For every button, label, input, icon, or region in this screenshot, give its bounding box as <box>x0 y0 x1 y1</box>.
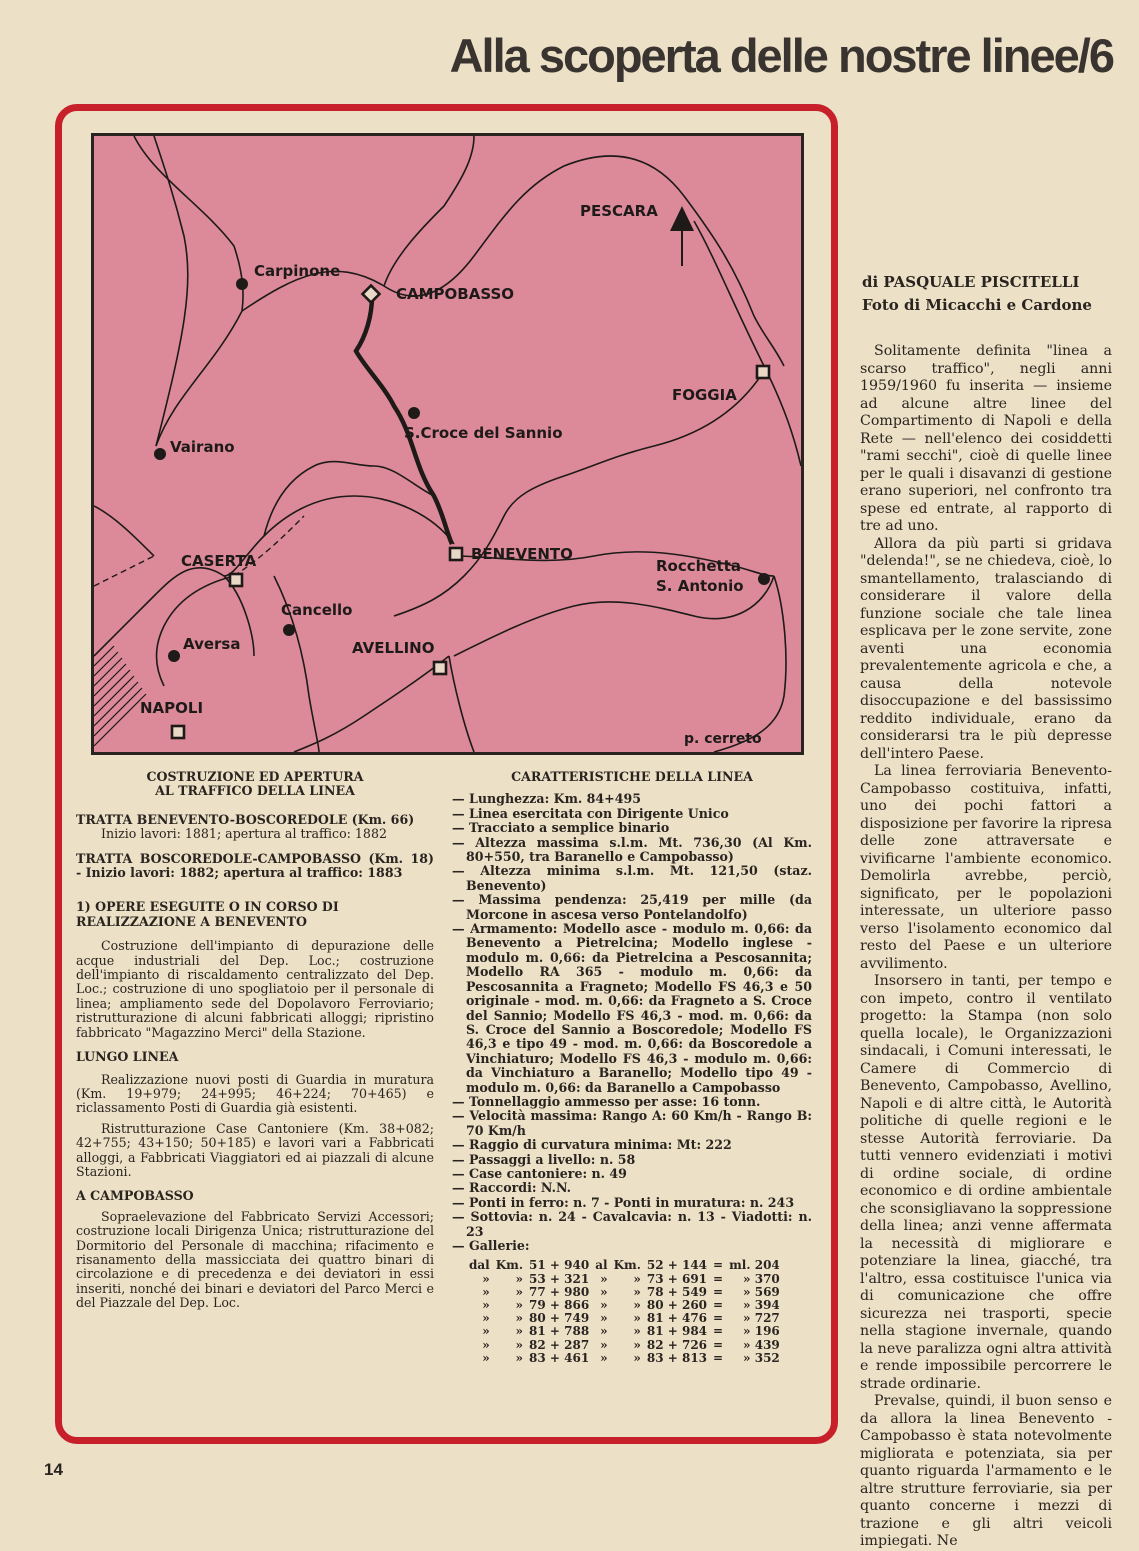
gallerie-cell: » <box>633 1298 641 1313</box>
map-label-carpinone: Carpinone <box>254 262 341 280</box>
gallerie-cell: » <box>633 1284 641 1299</box>
gallerie-cell: » <box>515 1350 524 1365</box>
map-label-campobasso: CAMPOBASSO <box>396 285 515 303</box>
map-label-s-antonio: S. Antonio <box>656 577 744 595</box>
gallerie-cell: » 394 <box>743 1298 780 1313</box>
campobasso-title: A CAMPOBASSO <box>76 1188 194 1204</box>
char-item: — Armamento: Modello asce - modulo m. 0,66: da Benevento a Pietrelcina; Modello inglese - modulo m. 0,66: da Pietrelcina a Pescosannita; Modello RA 365 - modulo m. 0,66: da Pescosannita a Fragneto; Modello FS 46,3 e 50 originale - mod. m. 0,66: da Fragneto a S. Croce del Sannio; Modello FS 46,3 - mod. m. 0,66: da S. Croce del Sannio a Boscoredole; Modello FS 46,3 e tipo 49 - mod. m. 0,66: da Boscoredole a Vinchiaturo; Modello FS 46,3 - modulo m. 0,66: da Vinchiaturo a Baranello; Modello tipo 49 - modulo m. 0,66: da Baranello a Campobasso <box>452 921 812 1095</box>
gallerie-cell: ml. 204 <box>729 1258 780 1273</box>
gallerie-table <box>466 1259 783 1365</box>
gallerie-cell: = <box>713 1324 724 1339</box>
characteristics-column <box>452 770 812 1365</box>
gallerie-cell: = <box>713 1284 724 1299</box>
char-item: — Case cantoniere: n. 49 <box>452 1165 627 1181</box>
gallerie-cell: » <box>482 1271 490 1286</box>
char-item: — Passaggi a livello: n. 58 <box>452 1151 636 1167</box>
gallerie-row <box>466 1312 783 1325</box>
gallerie-row <box>466 1325 783 1338</box>
map-label-foggia: FOGGIA <box>672 386 737 404</box>
gallerie-cell: 79 + 866 <box>529 1298 590 1313</box>
char-item: — Tonnellaggio ammesso per asse: 16 tonn. <box>452 1093 761 1109</box>
gallerie-cell: 77 + 980 <box>529 1284 590 1299</box>
char-item: — Raggio di curvatura minima: Mt: 222 <box>452 1137 732 1153</box>
gallerie-cell: » <box>633 1271 641 1286</box>
char-item: — Raccordi: N.N. <box>452 1180 572 1196</box>
gallerie-row <box>466 1339 783 1352</box>
gallerie-cell: » <box>633 1350 641 1365</box>
map-credit: p. cerreto <box>684 731 762 747</box>
gallerie-cell: » <box>482 1324 490 1339</box>
tratta1-title: TRATTA BENEVENTO-BOSCOREDOLE (Km. 66) <box>76 811 415 827</box>
gallerie-cell: 83 + 461 <box>529 1350 590 1365</box>
char-item: — Altezza minima s.l.m. Mt. 121,50 (staz. Benevento) <box>452 863 812 893</box>
gallerie-cell: » 352 <box>743 1350 780 1365</box>
campobasso-text: Sopraelevazione del Fabbricato Servizi Accessori; costruzione locali Dirigenza Unica; ristrutturazione del Dormitorio del Personale di macchina; rifacimento e risanamento della massicciata dei quattro binari di circolazione e di precedenza e dei deviatori in essi inseriti, nonché dei binari e deviatori del Parco Merci e del Piazzale del Dep. Loc. <box>76 1208 434 1311</box>
gallerie-cell: » <box>633 1337 641 1352</box>
body-paragraph: Allora da più parti si gridava "delenda!", se ne chiedeva, cioè, lo smantellamento, tralasciando di considerare il valore della funzione sociale che tale linea esplicava per le zone servite, zone aventi una economia prevalentemente agricola e che, a causa della notevole disoccupazione e del bassissimo reddito individuale, erano da considerarsi tra le più depresse dell'intero Paese. <box>860 535 1112 762</box>
author: di PASQUALE PISCITELLI <box>862 273 1080 291</box>
gallerie-cell: = <box>713 1337 724 1352</box>
body-paragraph: Solitamente definita "linea a scarso traffico", negli anni 1959/1960 fu inserita — insieme ad alcune altre linee del Compartimento di Napoli e della Rete — nell'elenco dei cosiddetti "rami secchi", cioè di quelle linee per le quali i disavanzi di gestione erano superiori, nel confronto tra spese ed entrate, al rapporto di tre ad uno. <box>860 343 1112 534</box>
gallerie-cell: dal <box>469 1258 490 1273</box>
gallerie-row <box>466 1273 783 1286</box>
body-paragraph: La linea ferroviaria Benevento-Campobasso costituiva, infatti, uno dei pochi fattori a disposizione per favorire la ripresa delle zone attraversate e vivificarne l'ambiente economico. Demolirla avrebbe, perciò, significato, per le popolazioni interessate, un ulteriore passo verso l'isolamento economico dal resto del Paese e un ulteriore avvilimento. <box>860 763 1112 972</box>
gallerie-cell: 78 + 549 <box>646 1284 708 1299</box>
page-title: Alla scoperta delle nostre linee/6 <box>449 29 1113 82</box>
gallerie-cell: 73 + 691 <box>646 1271 708 1286</box>
gallerie-row <box>466 1299 783 1312</box>
tratta2-text: TRATTA BOSCOREDOLE-CAMPOBASSO (Km. 18) - Inizio lavori: 1882; apertura al traffico: 1883 <box>76 850 434 881</box>
gallerie-cell: = <box>713 1298 724 1313</box>
gallerie-cell: 83 + 813 <box>646 1350 708 1365</box>
gallerie-cell: » <box>515 1284 524 1299</box>
map-label-avellino: AVELLINO <box>352 639 435 657</box>
char-item: — Linea esercitata con Dirigente Unico <box>452 805 729 821</box>
gallerie-cell: » <box>482 1298 490 1313</box>
lungo-linea-p1: Realizzazione nuovi posti di Guardia in muratura (Km. 19+979; 24+995; 46+224; 70+465) e riclassamento Posti di Guardia già esistenti. <box>76 1071 434 1116</box>
gallerie-cell: 53 + 321 <box>529 1271 590 1286</box>
gallerie-cell: 80 + 260 <box>646 1298 708 1313</box>
char-item: — Ponti in ferro: n. 7 - Ponti in muratura: n. 243 <box>452 1194 795 1210</box>
gallerie-cell: 81 + 984 <box>646 1324 708 1339</box>
section-heading-line1: COSTRUZIONE ED APERTURA <box>146 769 364 784</box>
gallerie-cell: » <box>515 1271 524 1286</box>
gallerie-row <box>466 1286 783 1299</box>
char-item: — Lunghezza: Km. 84+495 <box>452 791 642 807</box>
gallerie-cell: » 370 <box>743 1271 780 1286</box>
gallerie-cell: » <box>600 1284 608 1299</box>
gallerie-cell: 82 + 287 <box>529 1337 590 1352</box>
body-paragraph: Prevalse, quindi, il buon senso e da allora la linea Benevento - Campobasso è stata notevolmente migliorata e potenziata, sia per quanto riguarda l'armamento e le altre strutture ferroviarie, sia per quanto concerne i mezzi di trazione e gli altri veicoli impiegati. Ne <box>860 1393 1112 1549</box>
char-item: — Sottovia: n. 24 - Cavalcavia: n. 13 - Viadotti: n. 23 <box>452 1209 812 1239</box>
gallerie-cell: = <box>713 1271 724 1286</box>
gallerie-cell: » <box>482 1311 490 1326</box>
body-paragraph: Insorsero in tanti, per tempo e con impeto, contro il ventilato progetto: la Stampa (non solo quella locale), le Organizzazioni sindacali, i Comuni interessati, le Camere di Commercio di Benevento, Campobasso, Avellino, Napoli e di altre città, le Autorità politiche di quelle regioni e le stesse Autorità ferroviarie. Da tutti vennero evidenziati i motivi di ordine sociale, di ordine economico e di ordine ambientale che sconsigliavano la soppressione della linea; anzi venne affermata la necessità di migliorare e potenziare la linea, giacché, tra l'altro, essa costituisce l'unica via di comunicazione che offre sicurezza nei trasporti, specie nella stagione invernale, quando la neve paralizza ogni altra attività e rende impossibile percorrere le strade ordinarie. <box>860 973 1112 1392</box>
gallerie-cell: » <box>482 1350 490 1365</box>
gallerie-cell: » <box>515 1337 524 1352</box>
photo-credit: Foto di Micacchi e Cardone <box>862 296 1092 314</box>
gallerie-cell: » <box>600 1337 608 1352</box>
gallerie-cell: 80 + 749 <box>529 1311 590 1326</box>
gallerie-cell: » <box>600 1350 608 1365</box>
gallerie-row <box>466 1352 783 1365</box>
gallerie-cell: » <box>600 1298 608 1313</box>
sea-hatch <box>94 646 146 746</box>
map-label-caserta: CASERTA <box>181 552 257 570</box>
page-number: 14 <box>44 1460 63 1479</box>
lungo-linea-title: LUNGO LINEA <box>76 1049 179 1065</box>
char-item: — Gallerie: <box>452 1238 530 1253</box>
map-label-rocchetta: Rocchetta <box>656 557 741 575</box>
gallerie-cell: » 439 <box>743 1337 780 1352</box>
gallerie-cell: » <box>633 1324 641 1339</box>
lungo-linea-p2: Ristrutturazione Case Cantoniere (Km. 38+082; 42+755; 43+150; 50+185) e lavori vari a Fabbricati alloggi, a Fabbricati Viaggiatori ed ai piazzali di alcune Stazioni. <box>76 1120 434 1179</box>
char-item: — Altezza massima s.l.m. Mt. 736,30 (Al Km. 80+550, tra Baranello e Campobasso) <box>452 834 812 865</box>
gallerie-cell: Km. <box>495 1258 524 1273</box>
map-label-vairano: Vairano <box>170 438 235 456</box>
gallerie-cell: 81 + 476 <box>646 1311 708 1326</box>
gallerie-cell: = <box>713 1311 724 1326</box>
gallerie-cell: 82 + 726 <box>646 1337 708 1352</box>
gallerie-cell: » <box>515 1324 524 1339</box>
gallerie-cell: » <box>600 1271 608 1286</box>
char-item: — Tracciato a semplice binario <box>452 820 670 836</box>
char-item: — Velocità massima: Rango A: 60 Km/h - Rango B: 70 Km/h <box>452 1108 812 1138</box>
tratta1-info: Inizio lavori: 1881; apertura al traffico: 1882 <box>101 826 387 842</box>
gallerie-cell: » 727 <box>743 1311 780 1326</box>
opere-title: 1) OPERE ESEGUITE O IN CORSO DI REALIZZAZIONE A BENEVENTO <box>76 899 339 929</box>
gallerie-cell: » <box>600 1311 608 1326</box>
gallerie-cell: » <box>515 1311 524 1326</box>
gallerie-cell: » 569 <box>743 1284 780 1299</box>
gallerie-cell: » <box>482 1337 490 1352</box>
station-squares <box>172 286 769 738</box>
gallerie-cell: = <box>713 1350 724 1365</box>
char-item: — Massima pendenza: 25,419 per mille (da Morcone in ascesa verso Pontelandolfo) <box>452 892 812 922</box>
opere-text: Costruzione dell'impianto di depurazione delle acque industriali del Dep. Loc.; costruzione dell'impianto di riscaldamento centralizzato del Dep. Loc.; costruzione di uno spogliatoio per il personale di linea; ampliamento sede del Dopolavoro Ferroviario; ristrutturazione di alcuni fabbricati alloggi; ripristino fabbricato "Magazzino Merci" della Stazione. <box>76 938 434 1040</box>
gallerie-cell: Km. <box>613 1258 641 1273</box>
gallerie-cell: 51 + 940 <box>529 1258 590 1273</box>
section-heading-line2: AL TRAFFICO DELLA LINEA <box>155 783 355 799</box>
map-label-cancello: Cancello <box>281 601 353 619</box>
gallerie-cell: 52 + 144 <box>646 1258 708 1273</box>
map-label-s-croce: S.Croce del Sannio <box>404 424 563 442</box>
gallerie-cell: 81 + 788 <box>529 1324 590 1339</box>
gallerie-cell: » <box>515 1298 524 1313</box>
left-column <box>76 770 434 1311</box>
gallerie-cell: al <box>595 1258 608 1273</box>
gallerie-cell: = <box>713 1258 724 1273</box>
map-label-napoli: NAPOLI <box>140 699 204 717</box>
gallerie-cell: » <box>633 1311 641 1326</box>
map-label-benevento: BENEVENTO <box>471 545 573 563</box>
characteristics-heading: CARATTERISTICHE DELLA LINEA <box>511 769 753 784</box>
railway-map <box>91 133 804 755</box>
map-label-pescara: PESCARA <box>580 202 658 220</box>
body-text-column <box>860 343 1112 1551</box>
map-label-aversa: Aversa <box>183 635 241 653</box>
station-dots <box>154 278 770 662</box>
byline <box>862 271 1092 317</box>
gallerie-row <box>466 1259 783 1272</box>
gallerie-cell: » <box>600 1324 608 1339</box>
gallerie-cell: » 196 <box>743 1324 780 1339</box>
gallerie-cell: » <box>482 1284 490 1299</box>
